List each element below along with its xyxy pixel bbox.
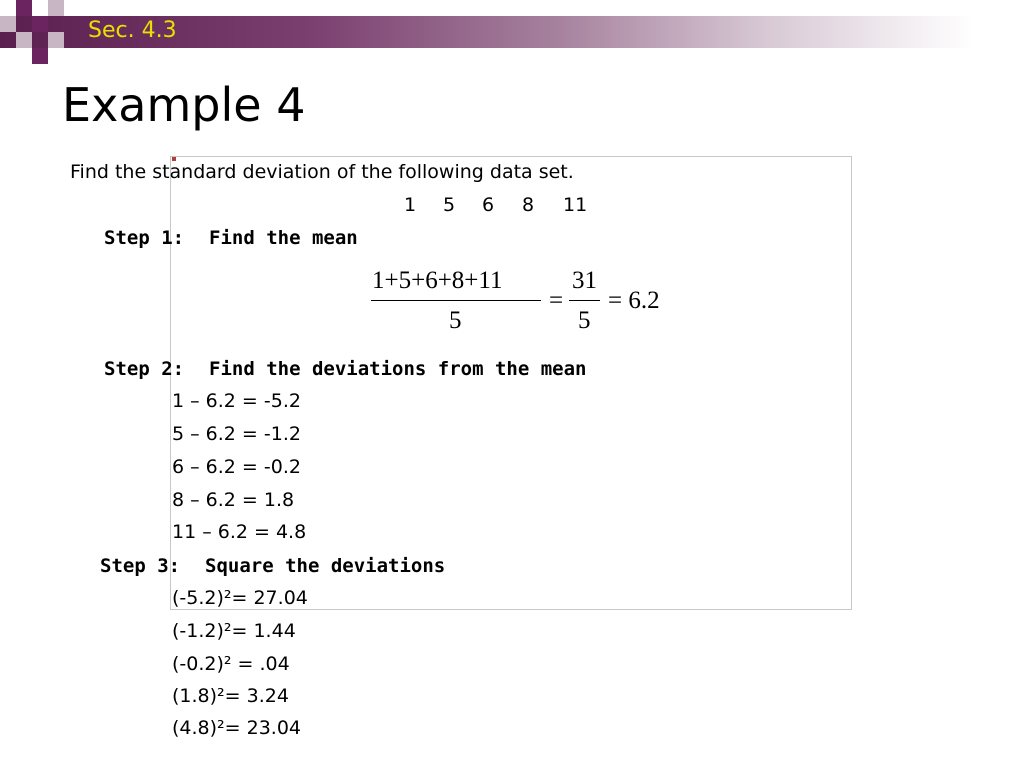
squared-line: (-5.2)²= 27.04 bbox=[172, 587, 308, 609]
equals-sign: = bbox=[549, 287, 564, 314]
step3-label: Step 3: bbox=[100, 555, 181, 577]
sum-denominator: 5 bbox=[578, 307, 591, 334]
deviation-line: 1 – 6.2 = -5.2 bbox=[172, 390, 301, 412]
deviation-line: 8 – 6.2 = 1.8 bbox=[172, 489, 295, 511]
prompt-text: Find the standard deviation of the following data set. bbox=[70, 161, 574, 183]
step1-label: Step 1: bbox=[104, 227, 185, 249]
decor-square bbox=[32, 16, 48, 32]
deviation-line: 6 – 6.2 = -0.2 bbox=[172, 456, 301, 478]
slide-title: Example 4 bbox=[62, 78, 306, 132]
step1-text: Find the mean bbox=[209, 227, 358, 249]
decor-square bbox=[0, 16, 16, 32]
mean-result: = 6.2 bbox=[608, 287, 660, 314]
deviation-line: 11 – 6.2 = 4.8 bbox=[172, 521, 307, 543]
mean-denominator: 5 bbox=[449, 307, 462, 334]
deviation-line: 5 – 6.2 = -1.2 bbox=[172, 423, 301, 445]
fraction-bar bbox=[371, 300, 541, 301]
squared-line: (-1.2)²= 1.44 bbox=[172, 620, 296, 642]
decor-square bbox=[32, 48, 48, 64]
data-value: 6 bbox=[482, 194, 495, 216]
decor-square bbox=[16, 32, 32, 48]
decor-square bbox=[16, 0, 32, 16]
step2-text: Find the deviations from the mean bbox=[209, 358, 587, 380]
data-value: 5 bbox=[443, 194, 456, 216]
squared-line: (1.8)²= 3.24 bbox=[172, 685, 289, 707]
data-value: 8 bbox=[522, 194, 535, 216]
step2-label: Step 2: bbox=[104, 358, 185, 380]
mean-numerator: 1+5+6+8+11 bbox=[372, 267, 503, 294]
decor-square bbox=[48, 0, 64, 16]
squared-line: (4.8)²= 23.04 bbox=[172, 717, 302, 739]
data-value: 11 bbox=[563, 194, 588, 216]
decor-square bbox=[48, 32, 64, 48]
data-value: 1 bbox=[404, 194, 417, 216]
fraction-bar bbox=[569, 300, 600, 301]
sum-numerator: 31 bbox=[572, 267, 597, 294]
section-label: Sec. 4.3 bbox=[88, 18, 177, 43]
squared-line: (-0.2)² = .04 bbox=[172, 653, 290, 675]
step3-text: Square the deviations bbox=[205, 555, 446, 577]
